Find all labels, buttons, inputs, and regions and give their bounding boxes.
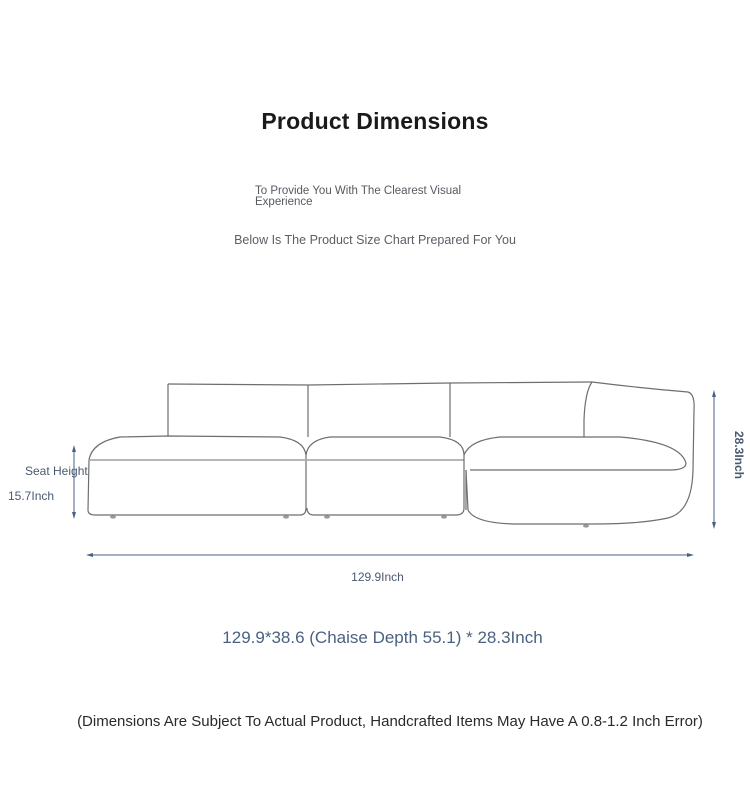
seat-height-dimension-line [72,445,76,519]
seat-height-label: Seat Height [25,464,88,478]
page-title: Product Dimensions [261,108,489,134]
subtitle-text: Below Is The Product Size Chart Prepared For You [234,233,516,247]
overall-dimensions: 129.9*38.6 (Chaise Depth 55.1) * 28.3Inch [222,628,543,647]
height-dimension-line [712,390,716,529]
intro-text: To Provide You With The Clearest Visual Experience [255,185,462,208]
sofa-feet [110,515,589,527]
seat-height-value: 15.7Inch [8,489,55,503]
error-note: (Dimensions Are Subject To Actual Product, Handcrafted Items May Have A 0.8-1.2 Inch Error) [77,713,703,730]
height-value: 28.3Inch [732,430,746,480]
sofa-outline [88,382,694,524]
width-dimension-line [86,553,694,557]
width-value: 129.9Inch [351,570,404,584]
